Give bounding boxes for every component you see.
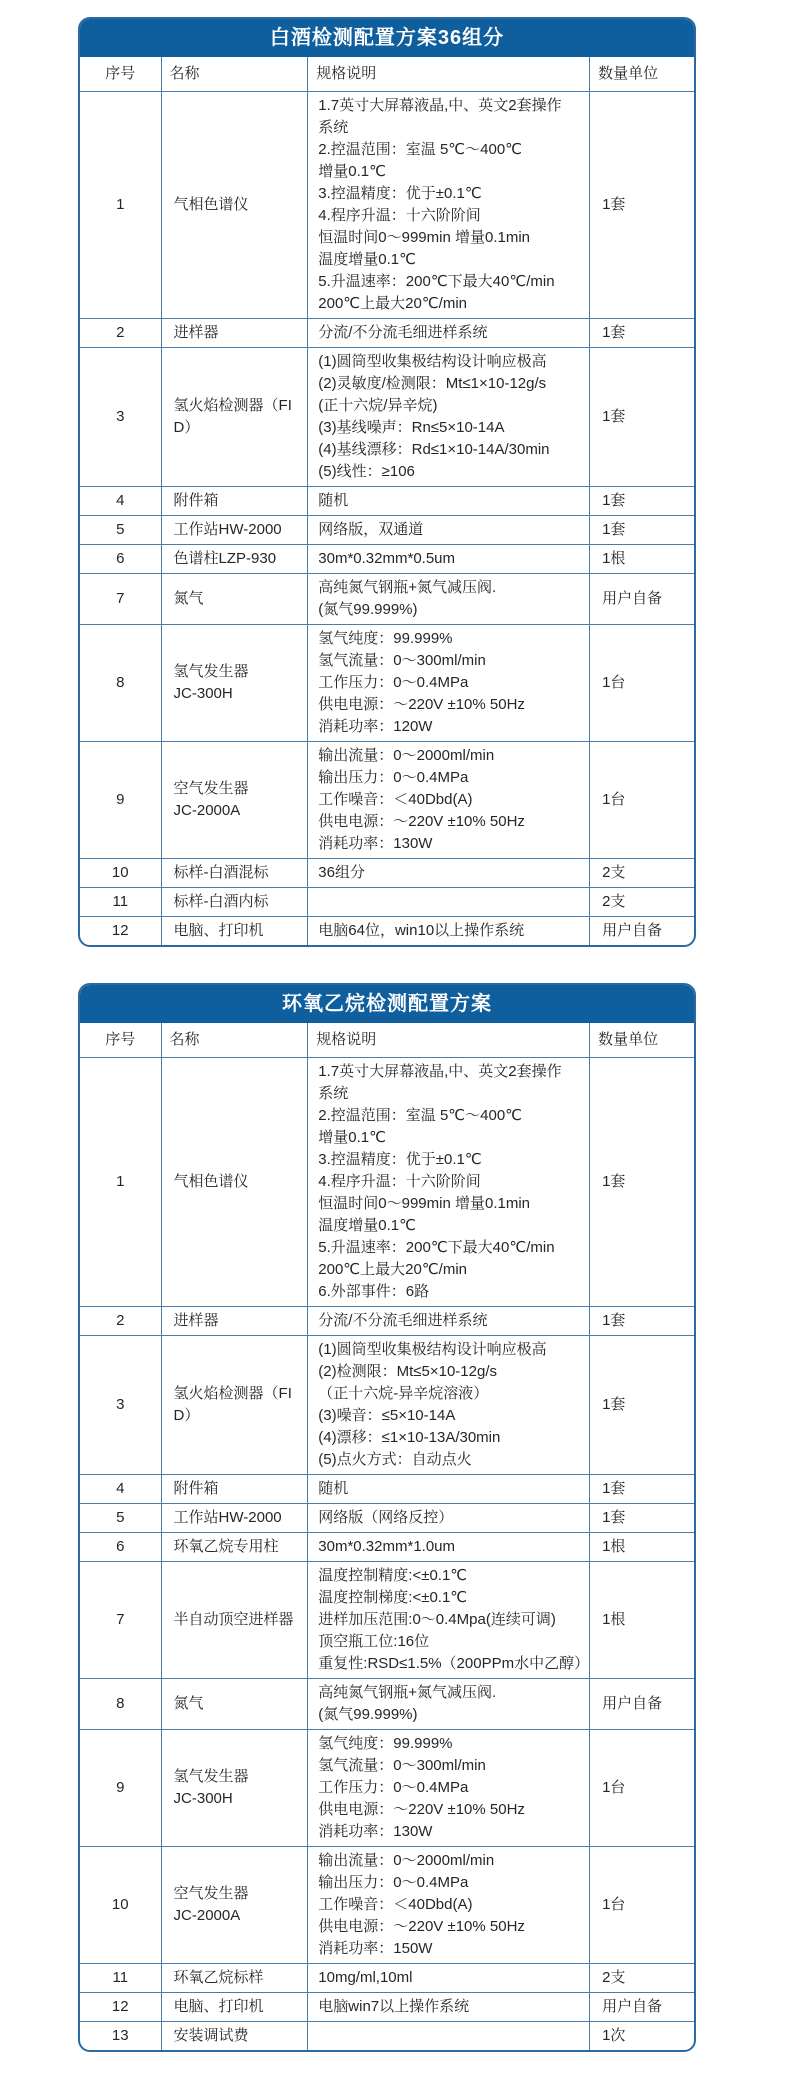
row-spec: 1.7英寸大屏幕液晶,中、英文2套操作 系统 2.控温范围：室温 5℃～400℃ 增量0.1℃ 3.控温精度：优于±0.1℃ 4.程序升温：十六阶阶间 恒温时间0～999min 增量0.1min 温度增量0.1℃ 5.升温速率：200℃下最大40℃/min 200℃上最大20℃/min: [308, 92, 590, 319]
row-spec: (1)圆筒型收集极结构设计响应极高 (2)检测限：Mt≤5×10-12g/s （正十六烷-异辛烷溶液） (3)噪音：≤5×10-14A (4)漂移：≤1×10-13A/30min (5)点火方式：自动点火: [308, 1336, 590, 1475]
row-qty: 1台: [590, 625, 694, 742]
row-qty: 1次: [590, 2022, 694, 2051]
row-no: 1: [80, 1058, 161, 1307]
row-qty: 用户自备: [590, 1679, 694, 1730]
row-name: 半自动顶空进样器: [161, 1562, 308, 1679]
row-name: 气相色谱仪: [161, 1058, 308, 1307]
row-spec: 随机: [308, 1475, 590, 1504]
row-qty: 用户自备: [590, 917, 694, 946]
table-row: [80, 1058, 694, 1307]
column-header: 序号: [80, 1023, 161, 1058]
row-no: 11: [80, 888, 161, 917]
row-spec: 高纯氮气钢瓶+氮气减压阀. (氮气99.999%): [308, 1679, 590, 1730]
row-name: 氢火焰检测器（FID）: [161, 1336, 308, 1475]
row-spec: [308, 2022, 590, 2051]
row-name: 电脑、打印机: [161, 917, 308, 946]
row-no: 10: [80, 859, 161, 888]
row-name: 进样器: [161, 1307, 308, 1336]
table-header: [80, 1023, 694, 1058]
row-no: 9: [80, 742, 161, 859]
column-header: 规格说明: [308, 1023, 590, 1058]
spec-table-grid: [80, 57, 694, 945]
row-spec: 氢气纯度：99.999% 氢气流量：0～300ml/min 工作压力：0～0.4MPa 供电电源：～220V ±10% 50Hz 消耗功率：130W: [308, 1730, 590, 1847]
table-row: [80, 1307, 694, 1336]
row-qty: 1套: [590, 1058, 694, 1307]
table-ethylene-oxide-config: [78, 983, 696, 2052]
row-spec: 电脑64位，win10以上操作系统: [308, 917, 590, 946]
row-spec: 高纯氮气钢瓶+氮气减压阀. (氮气99.999%): [308, 574, 590, 625]
row-spec: 1.7英寸大屏幕液晶,中、英文2套操作 系统 2.控温范围：室温 5℃～400℃ 增量0.1℃ 3.控温精度：优于±0.1℃ 4.程序升温：十六阶阶间 恒温时间0～999min 增量0.1min 温度增量0.1℃ 5.升温速率：200℃下最大40℃/min 200℃上最大20℃/min 6.外部事件：6路: [308, 1058, 590, 1307]
row-no: 2: [80, 1307, 161, 1336]
row-name: 环氧乙烷标样: [161, 1964, 308, 1993]
row-no: 13: [80, 2022, 161, 2051]
table-row: [80, 1562, 694, 1679]
column-header: 名称: [161, 57, 308, 92]
header-row: [80, 57, 694, 92]
row-spec: 30m*0.32mm*1.0um: [308, 1533, 590, 1562]
table-row: [80, 917, 694, 946]
header-row: [80, 1023, 694, 1058]
row-qty: 1台: [590, 742, 694, 859]
row-qty: 1套: [590, 516, 694, 545]
row-spec: 氢气纯度：99.999% 氢气流量：0～300ml/min 工作压力：0～0.4MPa 供电电源：～220V ±10% 50Hz 消耗功率：120W: [308, 625, 590, 742]
table-row: [80, 742, 694, 859]
row-qty: 1套: [590, 1307, 694, 1336]
row-name: 附件箱: [161, 487, 308, 516]
table-row: [80, 625, 694, 742]
row-no: 3: [80, 348, 161, 487]
row-name: 空气发生器 JC-2000A: [161, 1847, 308, 1964]
table-row: [80, 319, 694, 348]
row-name: 氢火焰检测器（FID）: [161, 348, 308, 487]
row-no: 3: [80, 1336, 161, 1475]
row-no: 5: [80, 516, 161, 545]
row-spec: 输出流量：0～2000ml/min 输出压力：0～0.4MPa 工作噪音：＜40Dbd(A) 供电电源：～220V ±10% 50Hz 消耗功率：130W: [308, 742, 590, 859]
table-baijiu-config: [78, 17, 696, 947]
row-spec: 网络版，双通道: [308, 516, 590, 545]
row-spec: 温度控制精度:<±0.1℃ 温度控制梯度:<±0.1℃ 进样加压范围:0～0.4Mpa(连续可调) 顶空瓶工位:16位 重复性:RSD≤1.5%（200PPm水中乙醇）: [308, 1562, 590, 1679]
row-name: 标样-白酒混标: [161, 859, 308, 888]
row-no: 5: [80, 1504, 161, 1533]
row-no: 4: [80, 487, 161, 516]
row-spec: 分流/不分流毛细进样系统: [308, 319, 590, 348]
row-name: 色谱柱LZP-930: [161, 545, 308, 574]
row-spec: (1)圆筒型收集极结构设计响应极高 (2)灵敏度/检测限：Mt≤1×10-12g/s (正十六烷/异辛烷) (3)基线噪声：Rn≤5×10-14A (4)基线漂移：Rd≤1×10-14A/30min (5)线性：≥106: [308, 348, 590, 487]
table-row: [80, 92, 694, 319]
table-row: [80, 545, 694, 574]
row-name: 环氧乙烷专用柱: [161, 1533, 308, 1562]
row-qty: 1根: [590, 545, 694, 574]
row-name: 氮气: [161, 574, 308, 625]
table-body: [80, 92, 694, 946]
spec-table-grid: [80, 1023, 694, 2050]
row-name: 氮气: [161, 1679, 308, 1730]
row-no: 6: [80, 1533, 161, 1562]
row-qty: 1台: [590, 1730, 694, 1847]
row-qty: 2支: [590, 888, 694, 917]
row-qty: 用户自备: [590, 1993, 694, 2022]
column-header: 序号: [80, 57, 161, 92]
row-no: 1: [80, 92, 161, 319]
row-spec: 随机: [308, 487, 590, 516]
row-qty: 1根: [590, 1562, 694, 1679]
row-name: 气相色谱仪: [161, 92, 308, 319]
row-name: 空气发生器 JC-2000A: [161, 742, 308, 859]
row-no: 10: [80, 1847, 161, 1964]
row-spec: 10mg/ml,10ml: [308, 1964, 590, 1993]
table-row: [80, 888, 694, 917]
row-qty: 1台: [590, 1847, 694, 1964]
row-qty: 用户自备: [590, 574, 694, 625]
table-row: [80, 1964, 694, 1993]
row-name: 进样器: [161, 319, 308, 348]
column-header: 规格说明: [308, 57, 590, 92]
table-row: [80, 1504, 694, 1533]
table-row: [80, 574, 694, 625]
table-row: [80, 1533, 694, 1562]
row-no: 7: [80, 574, 161, 625]
row-name: 附件箱: [161, 1475, 308, 1504]
row-no: 12: [80, 1993, 161, 2022]
table-header: [80, 57, 694, 92]
table-row: [80, 1993, 694, 2022]
row-qty: 1套: [590, 1336, 694, 1475]
row-spec: [308, 888, 590, 917]
row-name: 工作站HW-2000: [161, 516, 308, 545]
row-qty: 2支: [590, 1964, 694, 1993]
row-qty: 1套: [590, 1475, 694, 1504]
row-spec: 输出流量：0～2000ml/min 输出压力：0～0.4MPa 工作噪音：＜40Dbd(A) 供电电源：～220V ±10% 50Hz 消耗功率：150W: [308, 1847, 590, 1964]
row-no: 9: [80, 1730, 161, 1847]
row-qty: 2支: [590, 859, 694, 888]
table-body: [80, 1058, 694, 2051]
row-no: 8: [80, 1679, 161, 1730]
table-row: [80, 1336, 694, 1475]
row-no: 12: [80, 917, 161, 946]
table-row: [80, 1730, 694, 1847]
row-no: 7: [80, 1562, 161, 1679]
row-spec: 网络版（网络反控）: [308, 1504, 590, 1533]
row-spec: 30m*0.32mm*0.5um: [308, 545, 590, 574]
row-name: 氢气发生器 JC-300H: [161, 625, 308, 742]
table-title: 环氧乙烷检测配置方案: [80, 985, 694, 1023]
row-name: 氢气发生器 JC-300H: [161, 1730, 308, 1847]
table-title: 白酒检测配置方案36组分: [80, 19, 694, 57]
row-qty: 1套: [590, 487, 694, 516]
row-name: 电脑、打印机: [161, 1993, 308, 2022]
table-row: [80, 487, 694, 516]
table-row: [80, 1679, 694, 1730]
row-spec: 电脑win7以上操作系统: [308, 1993, 590, 2022]
row-no: 6: [80, 545, 161, 574]
row-qty: 1套: [590, 319, 694, 348]
table-row: [80, 859, 694, 888]
row-spec: 36组分: [308, 859, 590, 888]
row-name: 安装调试费: [161, 2022, 308, 2051]
row-spec: 分流/不分流毛细进样系统: [308, 1307, 590, 1336]
table-row: [80, 1475, 694, 1504]
row-qty: 1套: [590, 1504, 694, 1533]
row-no: 2: [80, 319, 161, 348]
table-row: [80, 348, 694, 487]
row-no: 4: [80, 1475, 161, 1504]
row-no: 8: [80, 625, 161, 742]
row-qty: 1套: [590, 92, 694, 319]
table-row: [80, 516, 694, 545]
row-name: 标样-白酒内标: [161, 888, 308, 917]
column-header: 名称: [161, 1023, 308, 1058]
row-qty: 1根: [590, 1533, 694, 1562]
row-name: 工作站HW-2000: [161, 1504, 308, 1533]
table-row: [80, 1847, 694, 1964]
column-header: 数量单位: [590, 57, 694, 92]
column-header: 数量单位: [590, 1023, 694, 1058]
row-qty: 1套: [590, 348, 694, 487]
row-no: 11: [80, 1964, 161, 1993]
table-row: [80, 2022, 694, 2051]
